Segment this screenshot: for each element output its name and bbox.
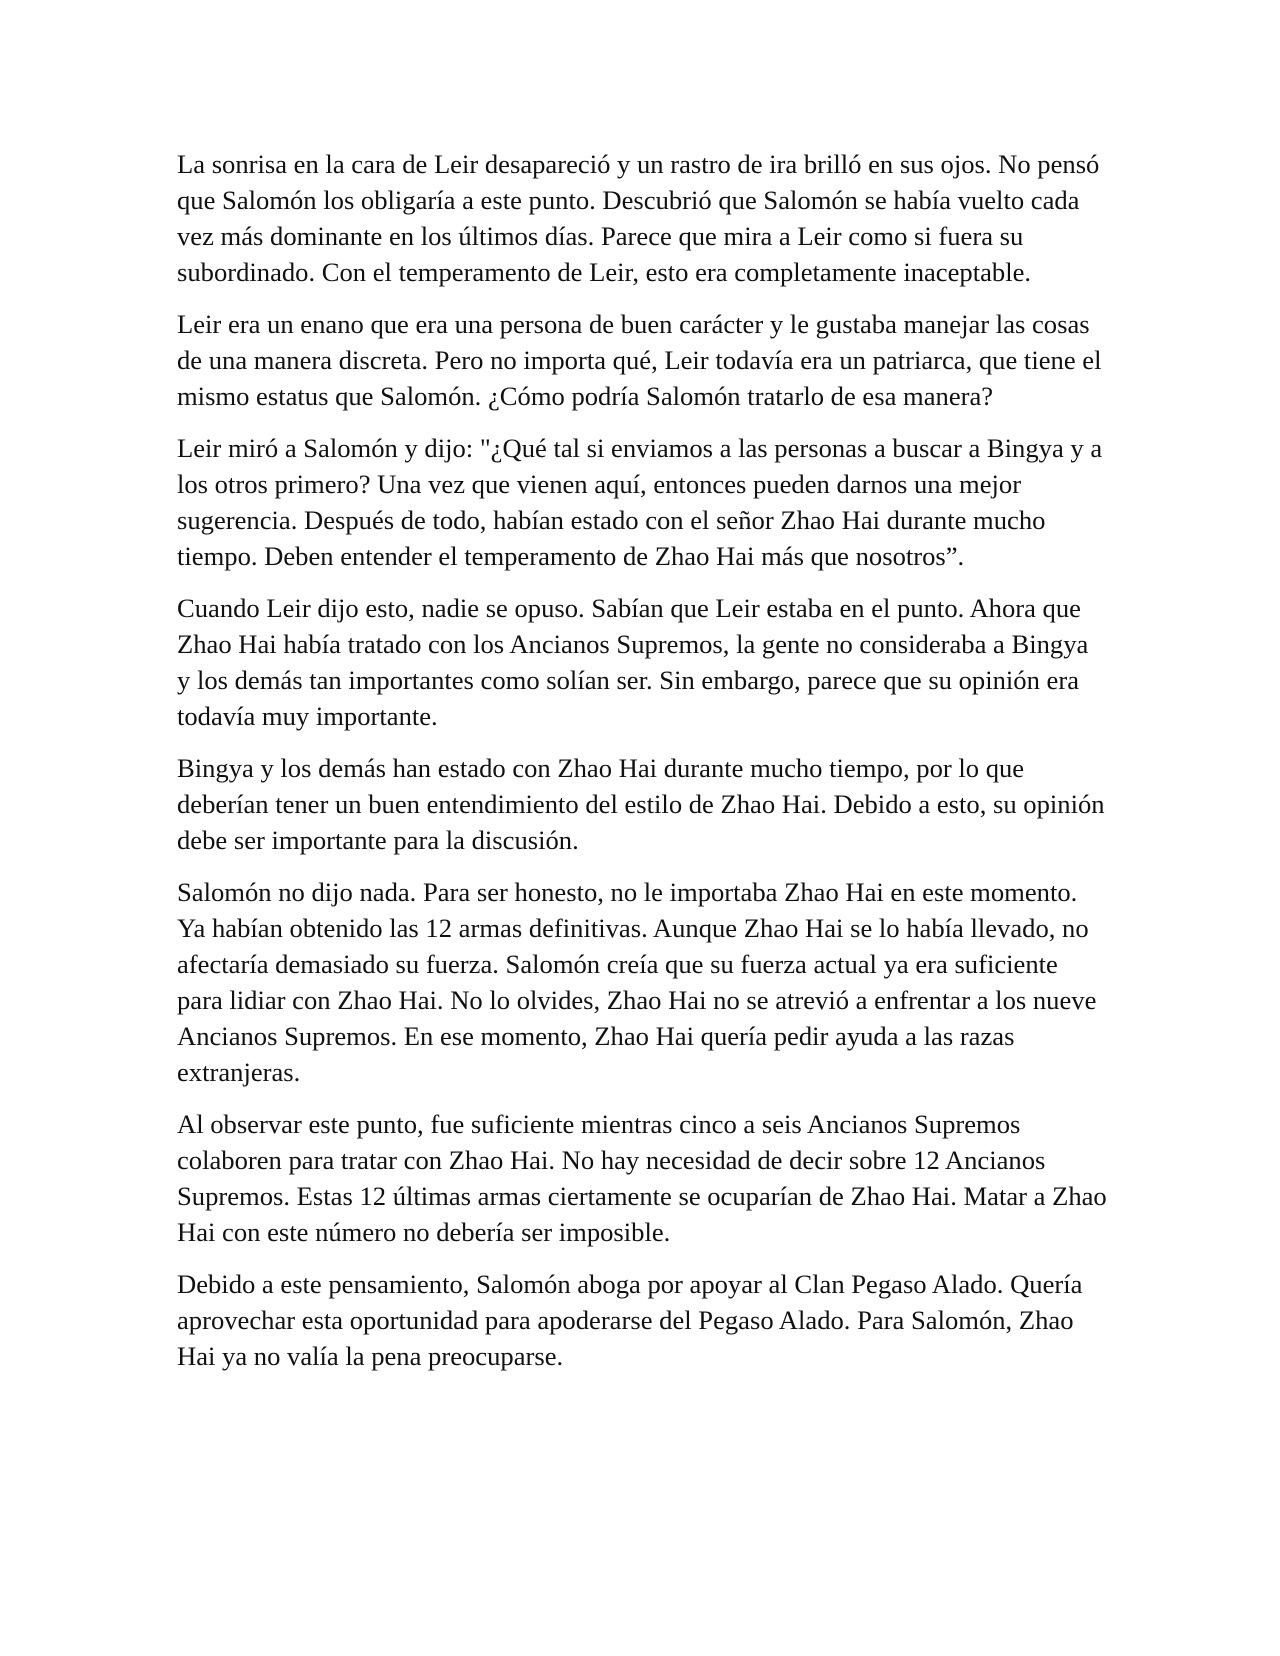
paragraph: Cuando Leir dijo esto, nadie se opuso. Sabían que Leir estaba en el punto. Ahora que Zhao Hai había tratado con los Ancianos Supremos, la gente no consideraba a Bingya y los demás tan importantes como solían ser. Sin embargo, parece que su opinión era todavía muy importante. [177, 593, 1089, 731]
document-body [177, 146, 1107, 1390]
paragraph: Al observar este punto, fue suficiente mientras cinco a seis Ancianos Supremos colaboren para tratar con Zhao Hai. No hay necesidad de decir sobre 12 Ancianos Supremos. Estas 12 últimas armas ciertamente se ocuparían de Zhao Hai. Matar a Zhao Hai con este número no debería ser imposible. [177, 1109, 1107, 1247]
paragraph: Debido a este pensamiento, Salomón aboga por apoyar al Clan Pegaso Alado. Quería aprovechar esta oportunidad para apoderarse del Pegaso Alado. Para Salomón, Zhao Hai ya no valía la pena preocuparse. [177, 1269, 1083, 1371]
paragraph: Leir era un enano que era una persona de buen carácter y le gustaba manejar las cosas de una manera discreta. Pero no importa qué, Leir todavía era un patriarca, que tiene el mismo estatus que Salomón. ¿Cómo podría Salomón tratarlo de esa manera? [177, 309, 1102, 411]
paragraph: Salomón no dijo nada. Para ser honesto, no le importaba Zhao Hai en este momento. Ya habían obtenido las 12 armas definitivas. Aunque Zhao Hai se lo había llevado, no afectaría demasiado su fuerza. Salomón creía que su fuerza actual ya era suficiente para lidiar con Zhao Hai. No lo olvides, Zhao Hai no se atrevió a enfrentar a los nueve Ancianos Supremos. En ese momento, Zhao Hai quería pedir ayuda a las razas extranjeras. [177, 877, 1097, 1087]
paragraph: La sonrisa en la cara de Leir desapareció y un rastro de ira brilló en sus ojos. No pensó que Salomón los obligaría a este punto. Descubrió que Salomón se había vuelto cada vez más dominante en los últimos días. Parece que mira a Leir como si fuera su subordinado. Con el temperamento de Leir, esto era completamente inaceptable. [177, 149, 1100, 287]
paragraph: Leir miró a Salomón y dijo: "¿Qué tal si enviamos a las personas a buscar a Bingya y a los otros primero? Una vez que vienen aquí, entonces pueden darnos una mejor sugerencia. Después de todo, habían estado con el señor Zhao Hai durante mucho tiempo. Deben entender el temperamento de Zhao Hai más que nosotros”. [177, 433, 1103, 571]
paragraph: Bingya y los demás han estado con Zhao Hai durante mucho tiempo, por lo que deberían tener un buen entendimiento del estilo de Zhao Hai. Debido a esto, su opinión debe ser importante para la discusión. [177, 753, 1105, 855]
